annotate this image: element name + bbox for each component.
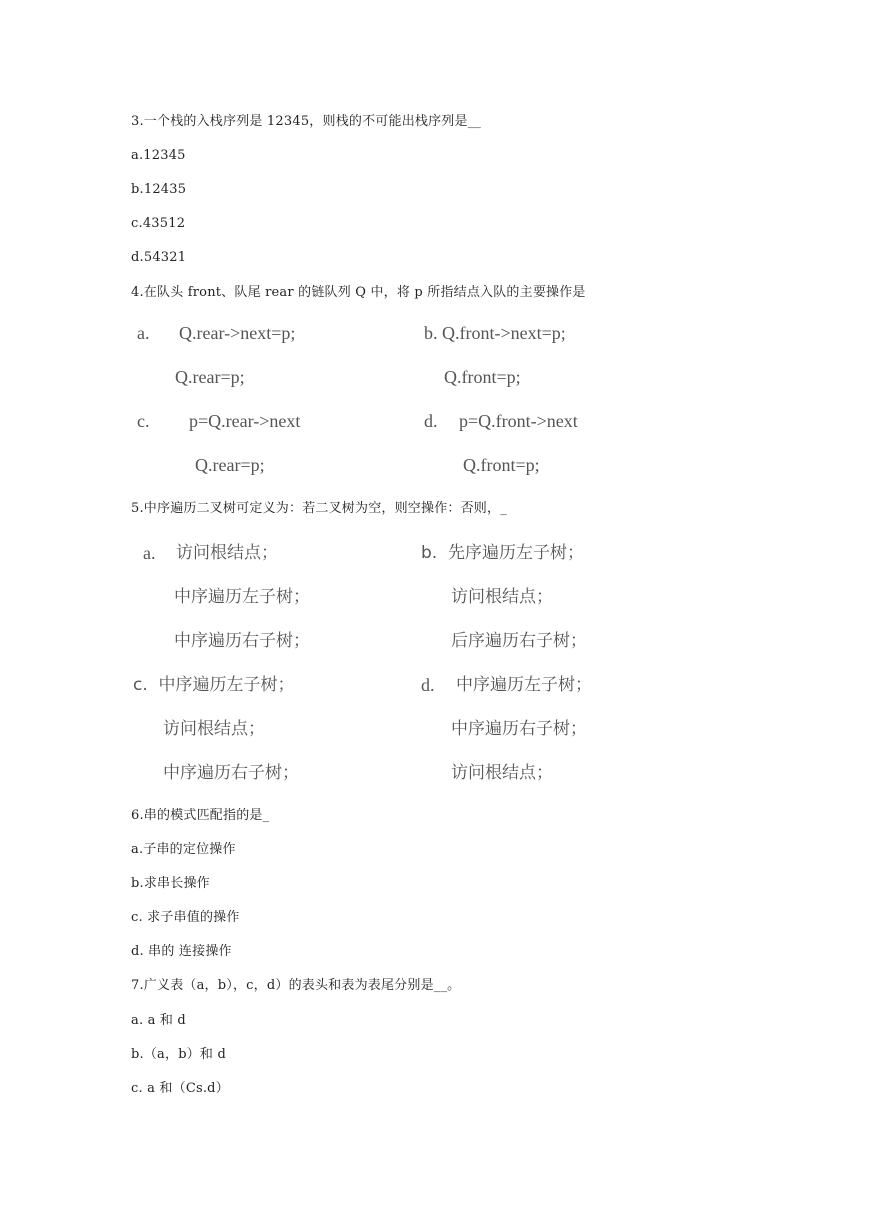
q4-option-d-label: d.: [424, 411, 438, 431]
q4-option-d-line2: Q.front=p;: [463, 455, 540, 475]
question-6-option-d: d. 串的 连接操作: [131, 944, 232, 959]
q5-option-c-line3: 中序遍历右子树；: [163, 763, 299, 783]
question-6-option-b: b.求串长操作: [131, 876, 210, 891]
q4-option-a-line2: Q.rear=p;: [175, 367, 245, 387]
question-7-option-a: a. a 和 d: [131, 1013, 186, 1028]
q5-option-b-line1: b. 先序遍历左子树；: [421, 543, 585, 563]
q5-option-b-line3: 后序遍历右子树；: [451, 631, 587, 651]
q4-option-a-line1: Q.rear->next=p;: [179, 323, 296, 343]
q5-option-b-line2: 访问根结点；: [451, 587, 553, 607]
question-7-option-b: b.（a，b）和 d: [131, 1047, 226, 1062]
q5-option-c-line2: 访问根结点；: [163, 719, 265, 739]
q4-option-c-line1: p=Q.rear->next: [189, 411, 301, 431]
q4-option-d-line1: p=Q.front->next: [459, 411, 578, 431]
q5-option-a-label: a.: [143, 543, 156, 563]
question-3-option-a: a.12345: [131, 148, 186, 163]
question-4-options-image: [131, 316, 611, 484]
q5-option-a-line1: 访问根结点；: [176, 543, 278, 563]
q4-option-b-line1: b. Q.front->next=p;: [424, 323, 566, 343]
question-7-stem: 7.广义表（a，b），c，d）的表头和表为表尾分别是__。: [131, 978, 461, 993]
q5-option-a-line3: 中序遍历右子树；: [174, 631, 310, 651]
q4-option-c-label: c.: [137, 411, 150, 431]
q4-option-c-line2: Q.rear=p;: [195, 455, 265, 475]
question-6-option-c: c. 求子串值的操作: [131, 910, 240, 925]
question-3-option-c: c.43512: [131, 216, 186, 231]
question-5-stem: 5.中序遍历二叉树可定义为：若二叉树为空，则空操作：否则，_: [131, 501, 507, 516]
q5-option-d-line2: 中序遍历右子树；: [451, 719, 587, 739]
question-3-option-d: d.54321: [131, 250, 187, 265]
q5-option-d-label: d.: [421, 675, 435, 695]
question-3-stem: 3.一个栈的入栈序列是 12345，则栈的不可能出栈序列是__: [131, 114, 482, 129]
question-3-option-b: b.12435: [131, 182, 187, 197]
q5-option-d-line1: 中序遍历左子树；: [456, 675, 592, 695]
question-4-stem: 4.在队头 front、队尾 rear 的链队列 Q 中，将 p 所指结点入队的主要操作是: [131, 285, 586, 300]
q5-option-c-line1: c. 中序遍历左子树；: [133, 675, 295, 695]
q5-option-a-line2: 中序遍历左子树；: [174, 587, 310, 607]
question-6-option-a: a.子串的定位操作: [131, 842, 236, 857]
question-5-options-image: [131, 534, 611, 790]
question-6-stem: 6.串的模式匹配指的是_: [131, 808, 270, 823]
q4-option-b-line2: Q.front=p;: [444, 367, 521, 387]
q5-option-d-line3: 访问根结点；: [451, 763, 553, 783]
question-7-option-c: c. a 和（Cs.d）: [131, 1081, 229, 1096]
q4-option-a-label: a.: [137, 323, 150, 343]
